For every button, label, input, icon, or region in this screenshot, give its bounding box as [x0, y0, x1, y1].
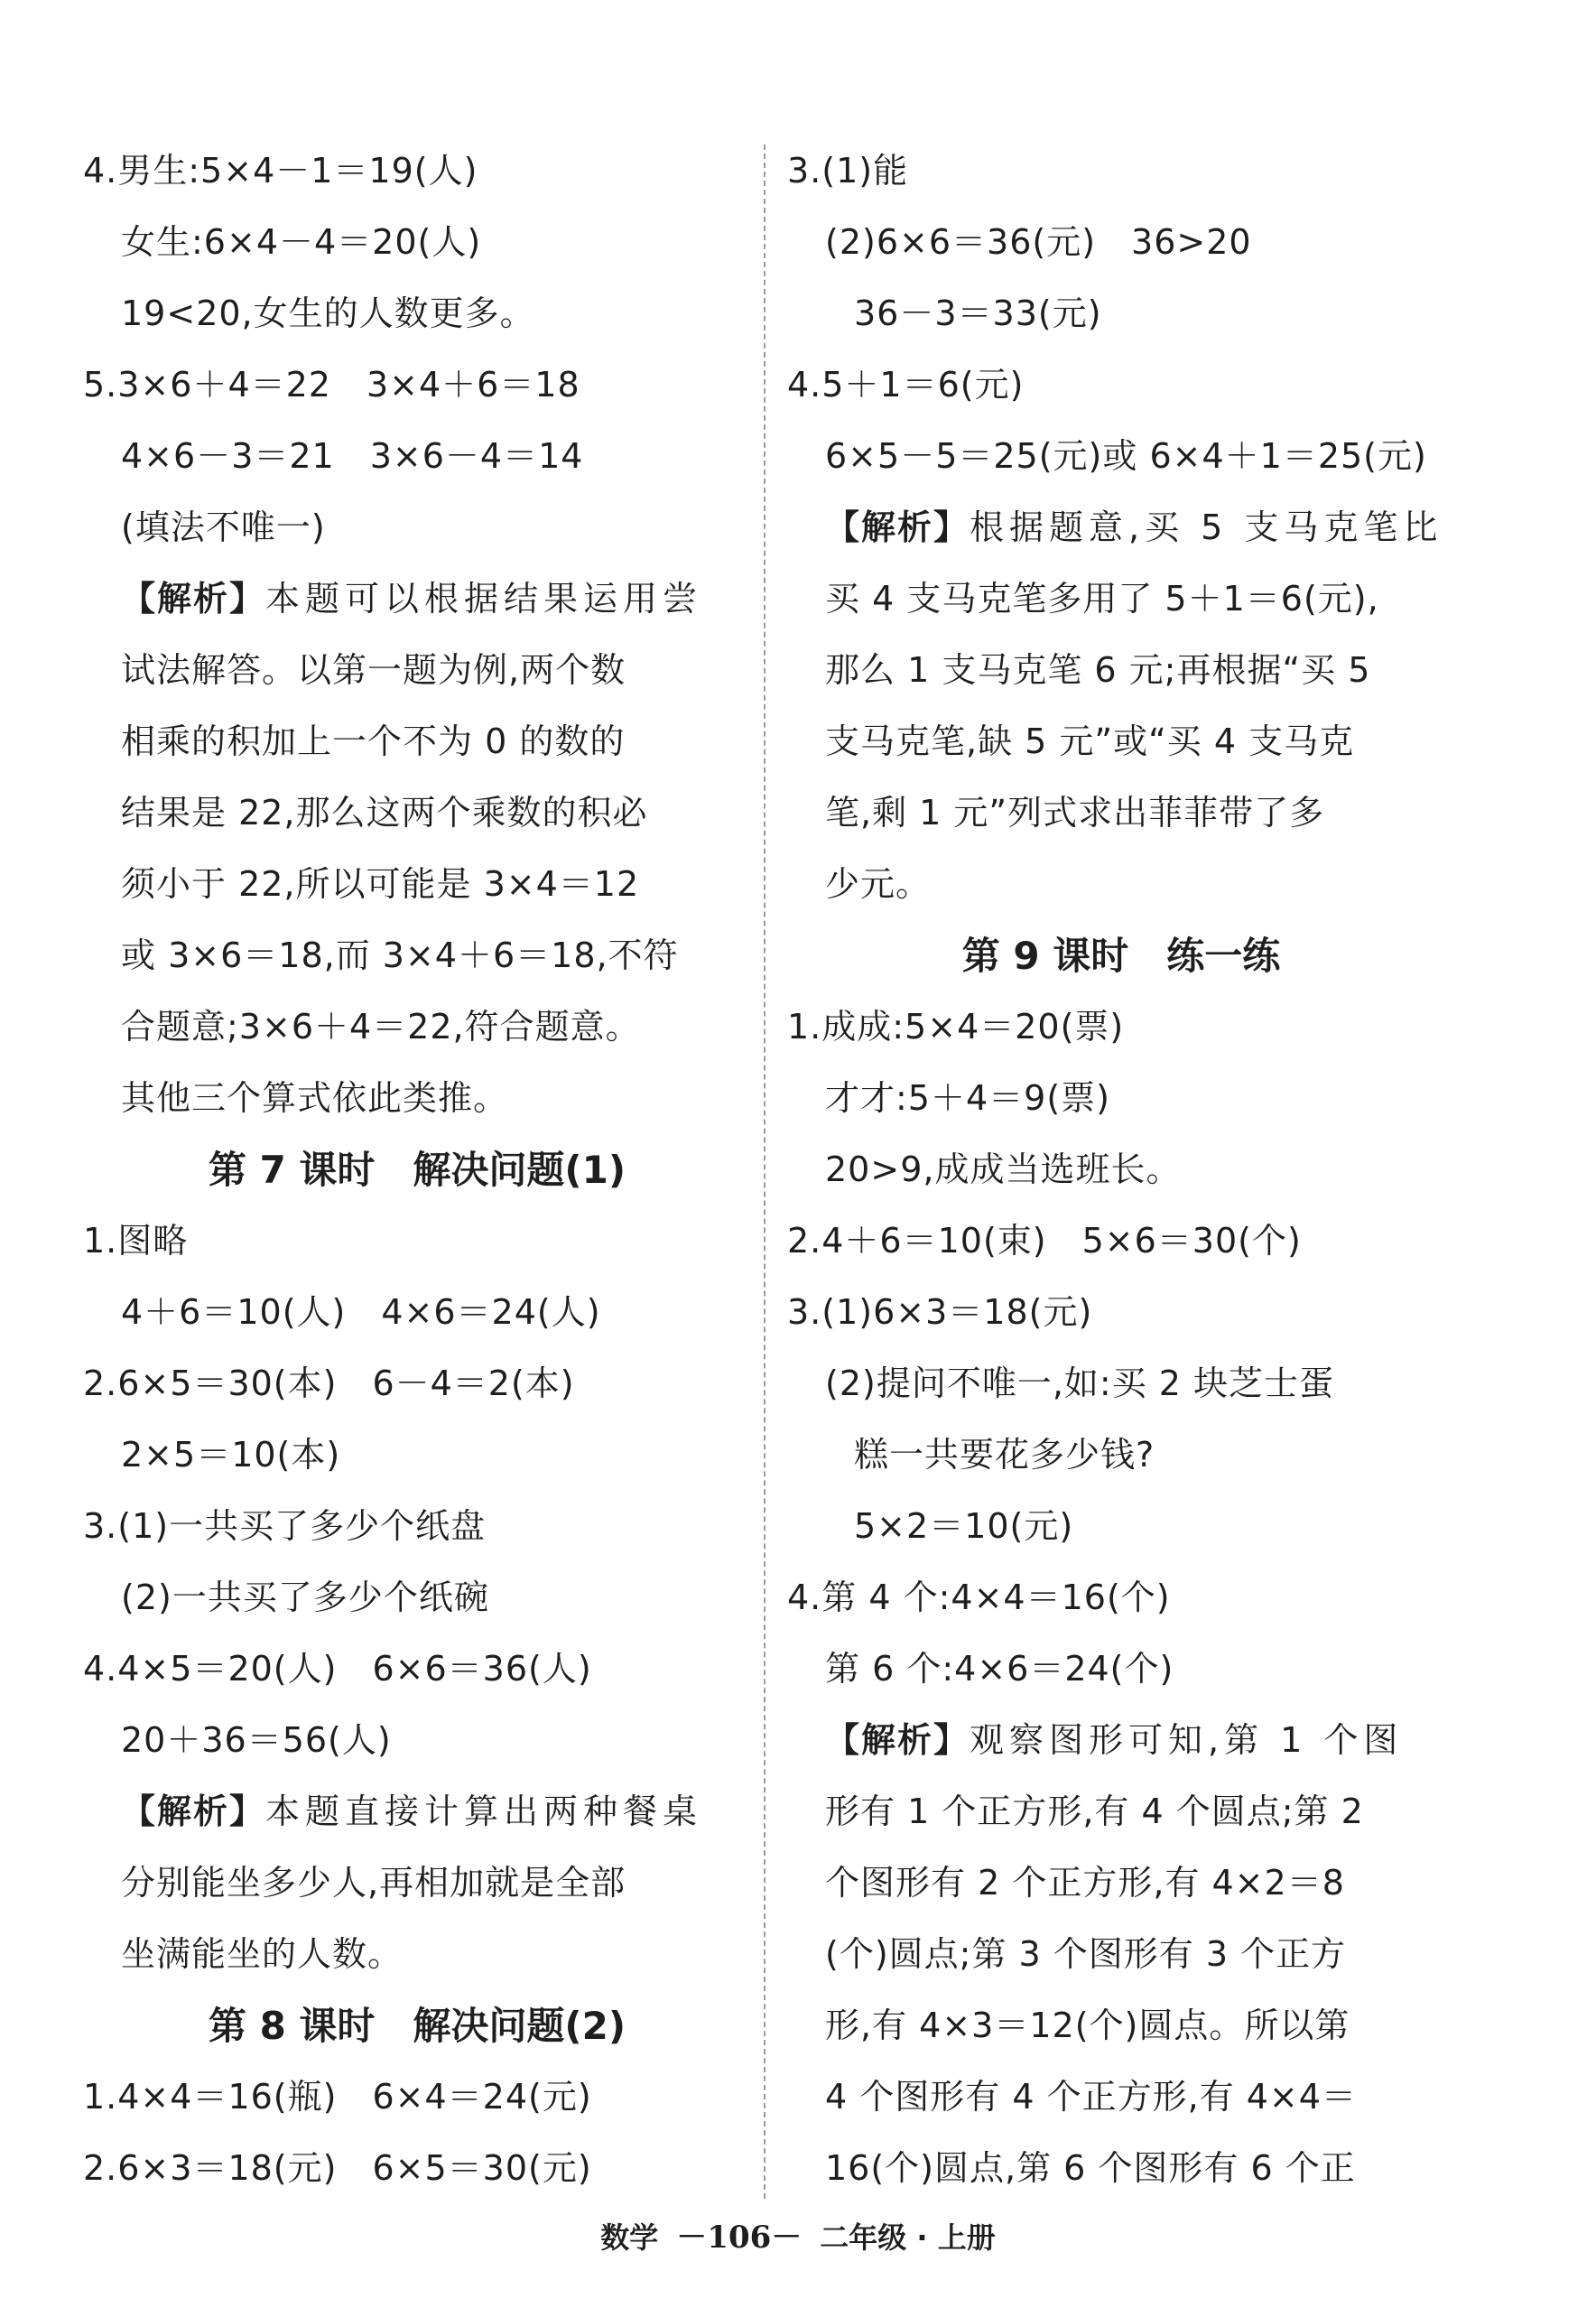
- answer-line: 分别能坐多少人,再相加就是全部: [121, 1863, 626, 1903]
- answer-line: 合题意;3×6＋4＝22,符合题意。: [121, 1007, 641, 1047]
- answer-line: (填法不唯一): [121, 507, 326, 547]
- answer-line: 20＋36＝56(人): [121, 1720, 392, 1760]
- answer-line: (2)6×6＝36(元) 36>20: [825, 222, 1252, 262]
- answer-line: 少元。: [825, 864, 932, 904]
- answer-line: 3.(1)一共买了多少个纸盘: [83, 1506, 487, 1546]
- answer-line: 4.5＋1＝6(元): [787, 365, 1025, 405]
- answer-line: 那么 1 支马克笔 6 元;再根据“买 5: [825, 650, 1371, 690]
- answer-line: 4.男生:5×4－1＝19(人): [83, 151, 478, 191]
- answer-line: 2.6×3＝18(元) 6×5＝30(元): [83, 2148, 592, 2188]
- answer-line: 20>9,成成当选班长。: [825, 1149, 1182, 1189]
- answer-line: 相乘的积加上一个不为 0 的数的: [121, 721, 626, 761]
- section-heading: 第 9 课时 练一练: [961, 934, 1281, 978]
- analysis-tag: 【解析】: [825, 507, 970, 547]
- answer-line: 4.第 4 个:4×4＝16(个): [787, 1577, 1171, 1617]
- right-column: [787, 135, 1455, 2204]
- answer-line: 1.4×4＝16(瓶) 6×4＝24(元): [83, 2077, 592, 2117]
- answer-line: 糕一共要花多少钱?: [854, 1435, 1155, 1475]
- answer-line: (个)圆点;第 3 个图形有 3 个正方: [825, 1934, 1347, 1974]
- answer-line: 1.图略: [83, 1221, 189, 1261]
- answer-line: 笔,剩 1 元”列式求出菲菲带了多: [825, 793, 1325, 833]
- answer-line: 1.成成:5×4＝20(票): [787, 1007, 1125, 1047]
- answer-line: 须小于 22,所以可能是 3×4＝12: [121, 864, 640, 904]
- answer-line: 16(个)圆点,第 6 个图形有 6 个正: [825, 2148, 1356, 2188]
- analysis-tag: 【解析】: [121, 579, 266, 619]
- answer-line: 36－3＝33(元): [854, 293, 1102, 333]
- answer-line: 坐满能坐的人数。: [121, 1934, 404, 1974]
- analysis-text: 本题可以根据结果运用尝: [265, 579, 703, 619]
- answer-line: 形有 1 个正方形,有 4 个圆点;第 2: [825, 1791, 1364, 1831]
- answer-line: 买 4 支马克笔多用了 5＋1＝6(元),: [825, 579, 1379, 619]
- answer-line: 才才:5＋4＝9(票): [825, 1078, 1110, 1118]
- answer-line: 支马克笔,缺 5 元”或“买 4 支马克: [825, 721, 1355, 761]
- answer-line: 形,有 4×3＝12(个)圆点。所以第: [825, 2006, 1350, 2045]
- analysis-tag: 【解析】: [825, 1720, 970, 1760]
- answer-line: 其他三个算式依此类推。: [121, 1078, 509, 1118]
- analysis-text: 根据题意,买 5 支马克笔比: [970, 507, 1443, 547]
- footer-grade: 二年级 · 上册: [820, 2220, 996, 2255]
- answer-line: (2)提问不唯一,如:买 2 块芝士蛋: [825, 1363, 1335, 1403]
- answer-line: 3.(1)能: [787, 151, 909, 191]
- answer-line: 4 个图形有 4 个正方形,有 4×4＝: [825, 2077, 1357, 2117]
- answer-line: 4×6－3＝21 3×6－4＝14: [121, 436, 584, 476]
- analysis-tag: 【解析】: [121, 1791, 266, 1831]
- analysis-text: 本题直接计算出两种餐桌: [265, 1791, 703, 1831]
- answer-line: 2.6×5＝30(本) 6－4＝2(本): [83, 1363, 575, 1403]
- answer-line: 结果是 22,那么这两个乘数的积必: [121, 793, 648, 833]
- answer-line: (2)一共买了多少个纸碗: [121, 1577, 489, 1617]
- answer-line: 4.4×5＝20(人) 6×6＝36(人): [83, 1649, 592, 1689]
- answer-line: [787, 492, 1455, 563]
- answer-line: 第 6 个:4×6＝24(个): [825, 1649, 1174, 1689]
- answer-line: 5.3×6＋4＝22 3×4＋6＝18: [83, 365, 580, 405]
- answer-line: 4＋6＝10(人) 4×6＝24(人): [121, 1292, 601, 1332]
- section-heading: 第 7 课时 解决问题(1): [208, 1148, 626, 1192]
- footer-subject: 数学: [600, 2220, 659, 2255]
- left-column: [83, 135, 751, 2204]
- column-divider: [764, 144, 766, 2199]
- page-footer: [0, 2210, 1596, 2265]
- analysis-text: 观察图形可知,第 1 个图: [970, 1720, 1404, 1760]
- answer-line: 女生:6×4－4＝20(人): [121, 222, 482, 262]
- answer-line: 6×5－5＝25(元)或 6×4＋1＝25(元): [825, 436, 1427, 476]
- answer-line: 5×2＝10(元): [854, 1506, 1074, 1546]
- page-number: －106－: [676, 2220, 803, 2256]
- answer-line: 或 3×6＝18,而 3×4＋6＝18,不符: [121, 935, 679, 975]
- answer-line: 2×5＝10(本): [121, 1435, 341, 1475]
- answer-line: [83, 563, 751, 635]
- answer-line: [83, 1776, 751, 1847]
- answer-line: 试法解答。以第一题为例,两个数: [121, 650, 626, 690]
- answer-line: 2.4＋6＝10(束) 5×6＝30(个): [787, 1221, 1302, 1261]
- answer-line: 个图形有 2 个正方形,有 4×2＝8: [825, 1863, 1345, 1903]
- answer-line: [787, 1705, 1455, 1776]
- section-heading: 第 8 课时 解决问题(2): [208, 2004, 626, 2048]
- answer-line: 19<20,女生的人数更多。: [121, 293, 535, 333]
- answer-line: 3.(1)6×3＝18(元): [787, 1292, 1093, 1332]
